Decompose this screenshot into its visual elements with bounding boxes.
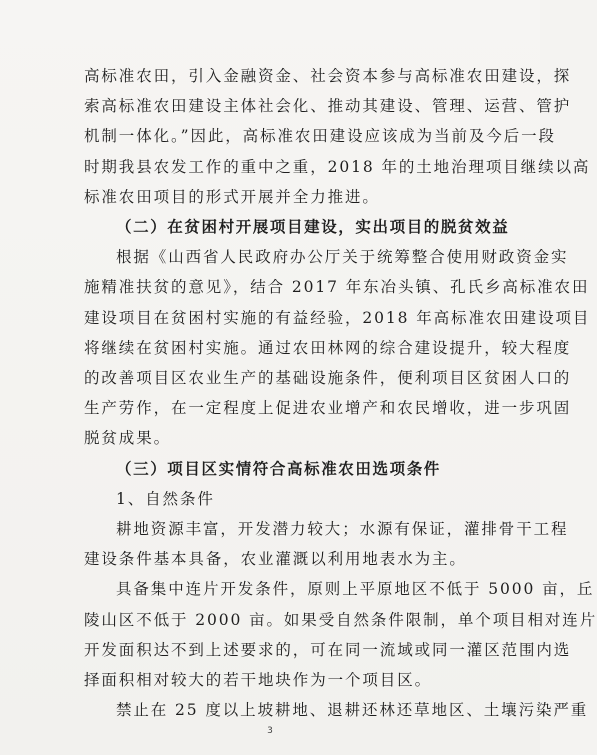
section-heading-3: （三）项目区实情符合高标准农田选项条件 <box>116 458 441 478</box>
body-line: 机制一体化。”因此，高标准农田建设应该成为当前及今后一段 <box>84 127 556 146</box>
body-line: 将继续在贫困村实施。通过农田林网的综合建设提升，较大程度 <box>84 338 572 357</box>
section-heading-2: （二）在贫困村开展项目建设，实出项目的脱贫效益 <box>116 217 510 236</box>
body-line: 生产劳作，在一定程度上促进农业增产和农民增收，进一步巩固 <box>84 399 572 418</box>
body-line: 根据《山西省人民政府办公厅关于统筹整合使用财政资金实 <box>116 248 569 267</box>
body-line: 的改善项目区农业生产的基础设施条件，便利项目区贫困人口的 <box>84 369 572 387</box>
body-line: 耕地资源丰富，开发潜力较大；水源有保证，灌排骨干工程 <box>116 520 569 538</box>
body-line: 建设项目在贫困村实施的有益经验，2018 年高标准农田建设项目 <box>84 308 591 327</box>
body-line: 开发面积达不到上述要求的，可在同一流域或同一灌区范围内选 <box>84 640 572 659</box>
body-line: 标准农田项目的形式开展并全力推进。 <box>84 187 380 206</box>
body-line: 禁止在 25 度以上坡耕地、退耕还林还草地区、土壤污染严重 <box>116 701 589 720</box>
body-line: 高标准农田，引入金融资金、社会资本参与高标准农田建设，探 <box>84 67 572 85</box>
body-line: 施精准扶贫的意见》，结合 2017 年东冶头镇、孔氏乡高标准农田 <box>84 278 590 297</box>
subsection-heading: 1、自然条件 <box>116 489 215 508</box>
body-line: 陵山区不低于 2000 亩。如果受自然条件限制，单个项目相对连片 <box>84 610 597 629</box>
body-line: 索高标准农田建设主体社会化、推动其建设、管理、运营、管护 <box>84 97 572 116</box>
body-line: 时期我县农发工作的重中之重，2018 年的土地治理项目继续以高 <box>84 157 591 176</box>
page-number: 3 <box>267 726 273 736</box>
body-line: 脱贫成果。 <box>84 429 172 448</box>
body-line: 建设条件基本具备，农业灌溉以利用地表水为主。 <box>84 550 467 569</box>
body-line: 具备集中连片开发条件，原则上平原地区不低于 5000 亩，丘 <box>116 580 595 599</box>
body-line: 择面积相对较大的若干地块作为一个项目区。 <box>84 671 433 689</box>
